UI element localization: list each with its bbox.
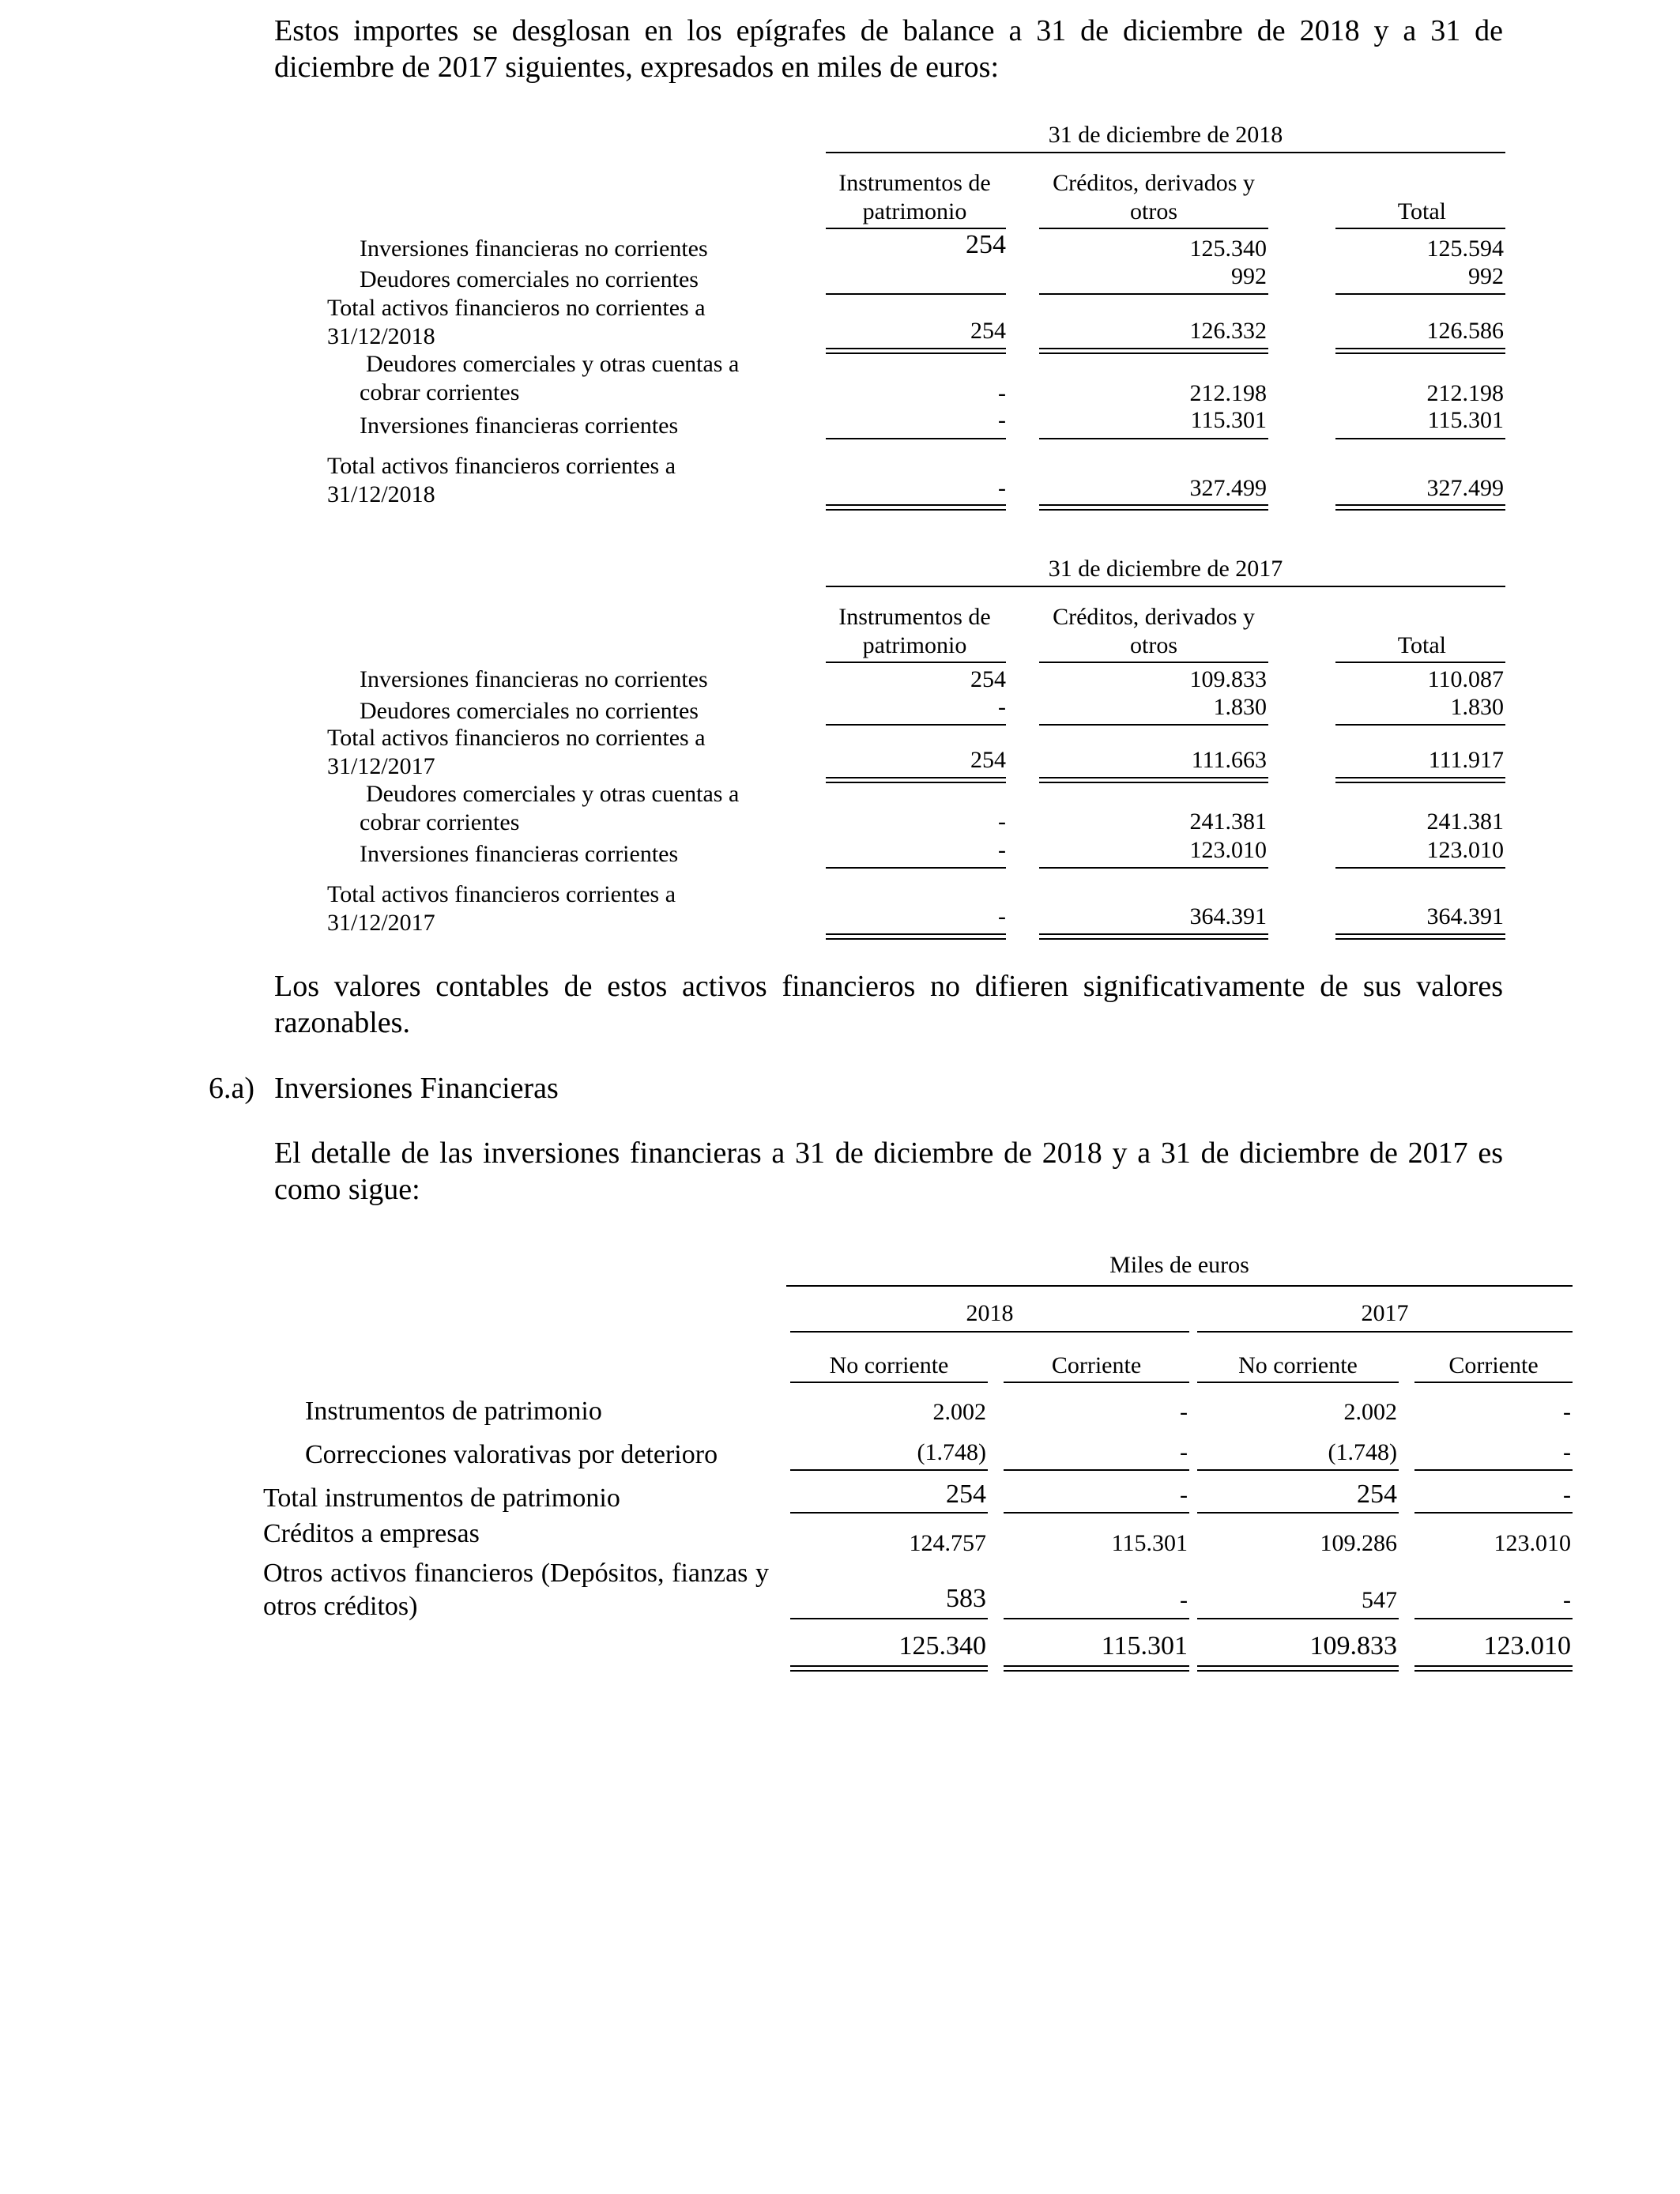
intro-paragraph: Estos importes se desglosan en los epígrafes de balance a 31 de diciembre de 2018 y a 31 de diciembre de 2017 siguientes, expresados en miles de euros: [274,14,1503,84]
section-title: Inversiones Financieras [274,1072,559,1105]
table-unit: Miles de euros [1109,1252,1249,1278]
table-row-label: Total activos financieros no corrientes a 31/12/2018 [327,295,706,349]
table-cell: 2.002 [932,1399,986,1425]
table-row-label: Total activos financieros corrientes a 31/12/2018 [327,453,676,507]
table-cell: 254 [946,1480,986,1509]
table-row-label: Deudores comerciales y otras cuentas a cobrar corrientes [360,781,740,835]
table-cell: - [998,809,1006,835]
table-cell: 123.010 [1189,837,1267,863]
table-cell: 992 [1231,263,1267,289]
sub-header-corriente: Corriente [1051,1352,1142,1378]
table-row-label: Inversiones financieras no corrientes [360,236,708,262]
table-row-label: Otros activos financieros (Depósitos, fianzas y otros créditos) [263,1559,769,1621]
col-instrumentos-header: Instrumentos de patrimonio [838,604,991,658]
table-cell: - [1180,1439,1188,1465]
year-2018-header: 2018 [966,1300,1014,1326]
table-cell: 111.917 [1428,747,1504,773]
table-cell: 123.010 [1483,1631,1571,1661]
table-cell: - [998,903,1006,929]
table-cell: 1.830 [1213,694,1267,720]
sub-header-no-corriente: No corriente [1238,1352,1358,1378]
table-row-label: Inversiones financieras no corrientes [360,666,708,692]
table-cell: 327.499 [1189,475,1267,501]
table-cell: 547 [1362,1587,1397,1613]
table-cell: 364.391 [1189,903,1267,929]
table-cell: - [998,475,1006,501]
table-cell: 123.010 [1494,1530,1571,1556]
table-cell: 254 [966,230,1006,259]
table-cell: - [1563,1587,1571,1613]
table-cell: - [998,380,1006,406]
detail-intro-paragraph: El detalle de las inversiones financieras a 31 de diciembre de 2018 y a 31 de diciembre de 2017 es como sigue: [274,1137,1503,1206]
table-cell: 125.594 [1426,236,1504,262]
table-cell: 124.757 [909,1530,986,1556]
table-cell: 115.301 [1111,1530,1188,1556]
table-row-label: Deudores comerciales no corrientes [360,698,699,724]
table-cell: - [1180,1482,1188,1508]
table-cell: - [998,694,1006,720]
table-cell: 109.286 [1320,1530,1397,1556]
sub-header-no-corriente: No corriente [829,1352,949,1378]
col-creditos-header: Créditos, derivados y otros [1053,604,1255,658]
table-cell: (1.748) [1328,1439,1397,1465]
table-cell: - [998,837,1006,863]
section-number: 6.a) [209,1072,255,1105]
sub-header-corriente: Corriente [1448,1352,1539,1378]
table-cell: (1.748) [917,1439,986,1465]
table-cell: 212.198 [1426,380,1504,406]
table-cell: 109.833 [1189,666,1267,692]
table-cell: 1.830 [1450,694,1504,720]
table-2017-title: 31 de diciembre de 2017 [1048,556,1283,582]
table-cell: 126.586 [1426,318,1504,344]
table-cell: 115.301 [1190,407,1267,433]
table-cell: - [1563,1399,1571,1425]
table-2018-title: 31 de diciembre de 2018 [1048,122,1283,148]
table-cell: 992 [1468,263,1504,289]
table-row-label: Deudores comerciales no corrientes [360,266,699,292]
table-row-label: Inversiones financieras corrientes [360,413,679,439]
table-cell: - [1180,1587,1188,1613]
table-row-label: Total activos financieros corrientes a 31/12/2017 [327,881,676,936]
table-cell: 111.663 [1191,747,1267,773]
table-cell: 364.391 [1426,903,1504,929]
table-cell: 241.381 [1189,809,1267,835]
table-cell: 254 [970,747,1006,773]
table-row-label: Inversiones financieras corrientes [360,841,679,867]
table-cell: - [1563,1482,1571,1508]
table-cell: - [1180,1399,1188,1425]
table-cell: 254 [1357,1480,1397,1509]
table-cell: 254 [970,318,1006,344]
table-cell: 109.833 [1309,1631,1397,1661]
table-row-label: Total instrumentos de patrimonio [263,1483,620,1513]
table-cell: 115.301 [1427,407,1504,433]
table-row-label: Deudores comerciales y otras cuentas a cobrar corrientes [360,351,740,405]
table-cell: 115.301 [1101,1631,1188,1661]
table-cell: - [998,407,1006,433]
note-paragraph: Los valores contables de estos activos financieros no difieren significativamente de sus valores razonables. [274,970,1503,1039]
table-cell: 254 [970,666,1006,692]
table-row-label: Instrumentos de patrimonio [305,1397,602,1426]
table-cell: 110.087 [1427,666,1504,692]
table-cell: 125.340 [898,1631,986,1661]
table-cell: - [1563,1439,1571,1465]
table-cell: 2.002 [1343,1399,1397,1425]
col-instrumentos-header: Instrumentos de patrimonio [838,170,991,224]
table-row-label: Total activos financieros no corrientes a 31/12/2017 [327,725,706,779]
table-row-label: Créditos a empresas [263,1519,480,1548]
table-cell: 327.499 [1426,475,1504,501]
table-cell: 241.381 [1426,809,1504,835]
table-cell: 126.332 [1189,318,1267,344]
table-cell: 583 [946,1584,986,1613]
col-total-header: Total [1397,632,1446,658]
table-row-label: Correcciones valorativas por deterioro [305,1440,718,1469]
year-2017-header: 2017 [1361,1300,1409,1326]
table-cell: 212.198 [1189,380,1267,406]
col-creditos-header: Créditos, derivados y otros [1053,170,1255,224]
table-cell: 123.010 [1426,837,1504,863]
table-cell: 125.340 [1189,236,1267,262]
col-total-header: Total [1397,198,1446,224]
